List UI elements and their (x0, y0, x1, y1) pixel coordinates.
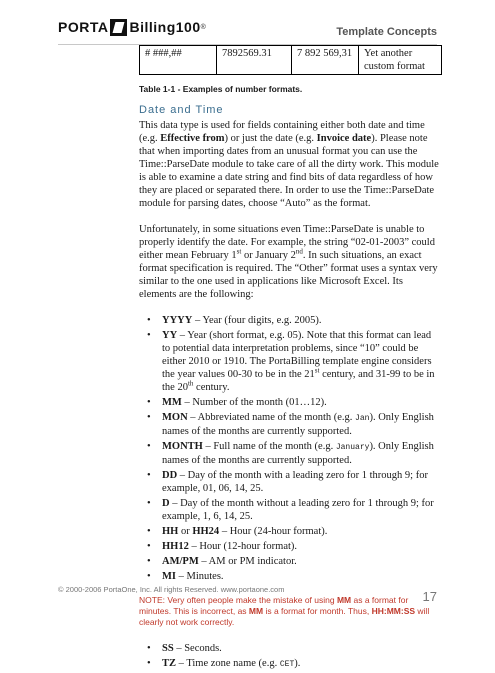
table-cell: 7 892 569,31 (292, 46, 359, 75)
list-item: • MONTH – Full name of the month (e.g. January). Only English names of the months are currently supported. (139, 440, 439, 467)
list-item: • MON – Abbreviated name of the month (e.g. Jan). Only English names of the months are currently supported. (139, 411, 439, 438)
list-item: • HH12 – Hour (12-hour format). (139, 540, 439, 553)
list-item: • HH or HH24 – Hour (24-hour format). (139, 525, 439, 538)
table-caption: Table 1-1 - Examples of number formats. (139, 84, 303, 94)
list-item: • MM – Number of the month (01…12). (139, 396, 439, 409)
paragraph-intro: This data type is used for fields containing either both date and time (e.g. Effective from) or just the date (e.g. Invoice date). Please note that when importing dates from an unusual format you can use the Time::ParseDate module to take care of all the dirty work. This module is able to examine a date string and find bits of data regardless of how they are placed or separated there. In order to use the Time::ParseDate module for parsing dates, choose “Auto” as the format. (139, 120, 439, 209)
logo-registered: ® (200, 23, 206, 31)
portabilling-logo (58, 16, 206, 38)
copyright-footer: © 2000-2006 PortaOne, Inc. All rights Reserved. www.portaone.com (58, 585, 285, 594)
table-cell: 7892569.31 (217, 46, 292, 75)
list-item: • YY – Year (short format, e.g. 05). Note that this format can lead to potential data interpretation problems, since “10” could be either 2010 or 1910. The PortaBilling template engine considers the year values 00-30 to be in the 21st century, and 31-99 to be in the 20th century. (139, 329, 439, 394)
format-elements-list (139, 314, 439, 583)
list-item: • DD – Day of the month with a leading zero for 1 through 9; for example, 01, 06, 14, 25. (139, 469, 439, 495)
list-item: • D – Day of the month without a leading zero for 1 through 9; for example, 1, 6, 14, 25. (139, 497, 439, 523)
list-item: • SS – Seconds. (139, 642, 439, 655)
page-header (0, 0, 495, 46)
table-row (140, 46, 442, 75)
page-number: 17 (422, 589, 437, 604)
table-cell: # ###,## (140, 46, 217, 75)
section-heading: Date and Time (139, 104, 224, 116)
number-format-table (139, 45, 442, 75)
format-elements-list-continued (139, 642, 439, 671)
table-cell: Yet another custom format (359, 46, 442, 75)
paragraph-other-format: Unfortunately, in some situations even Time::ParseDate is unable to properly identify the date. For example, the string “02-01-2003” could either mean February 1st or January 2nd. In such situations, an exact format specification is required. The “Other” format uses a syntax very similar to the one used in applications like Microsoft Excel. Its elements are the following: (139, 224, 438, 300)
list-item: • YYYY – Year (four digits, e.g. 2005). (139, 314, 439, 327)
note-warning: NOTE: Very often people make the mistake of using MM as a format for minutes. This is incorrect, as MM is a format for month. Thus, HH:MM:SS will clearly not work correctly. (139, 595, 430, 627)
logo-text-porta: PORTA (58, 19, 109, 35)
list-item: • AM/PM – AM or PM indicator. (139, 555, 439, 568)
logo-text-billing: Billing100 (129, 19, 201, 35)
section-title: Template Concepts (336, 26, 437, 38)
logo-mark-icon (110, 19, 127, 36)
list-item: • MI – Minutes. (139, 570, 439, 583)
list-item: • TZ – Time zone name (e.g. CET). (139, 657, 439, 671)
